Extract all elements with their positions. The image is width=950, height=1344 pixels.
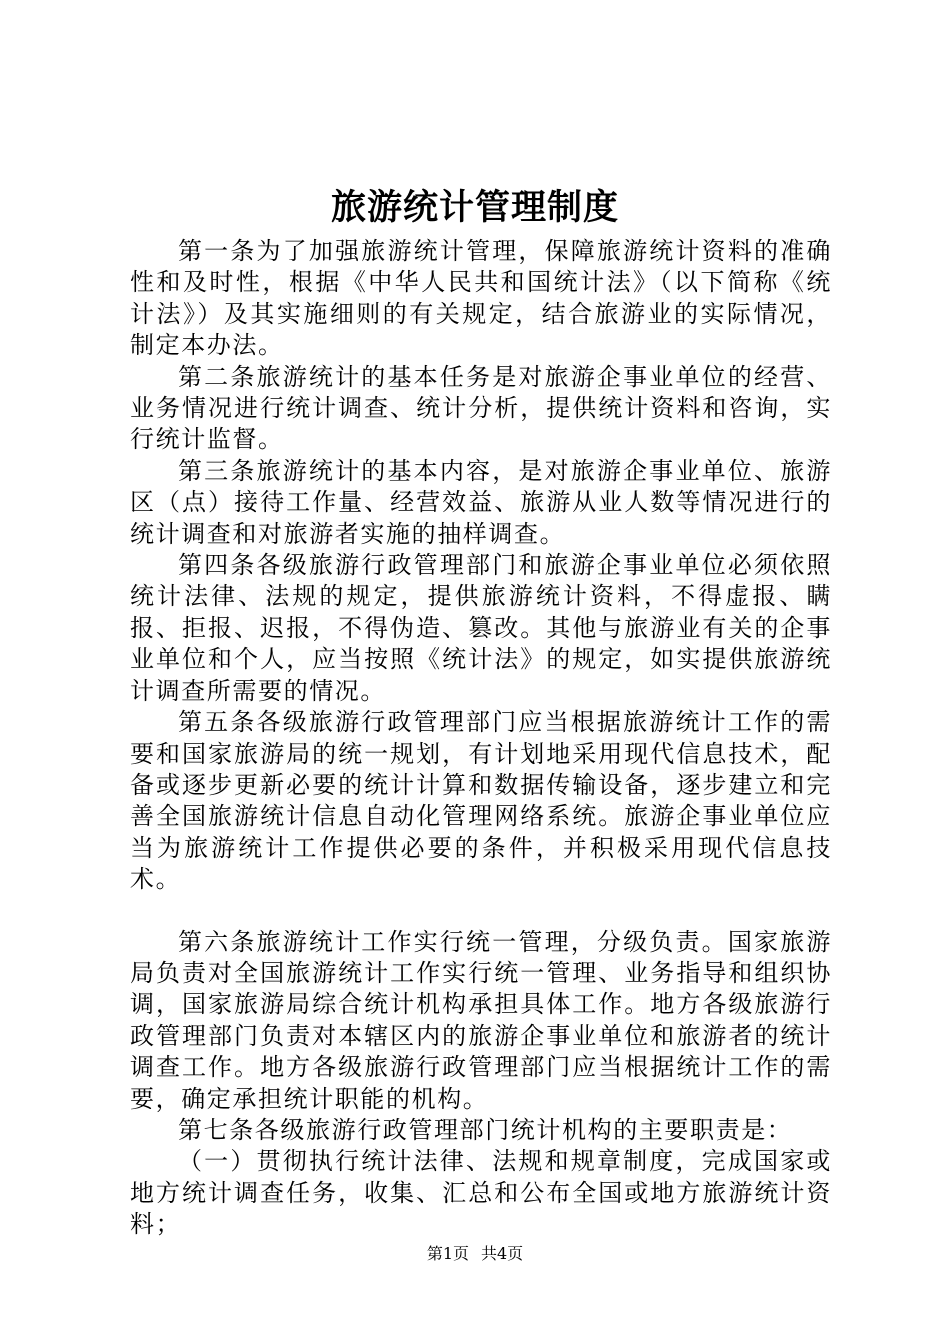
page-footer (0, 1242, 950, 1266)
document-body (130, 236, 832, 1241)
document-title: 旅游统计管理制度 (330, 188, 619, 228)
paragraph-article-5: 第五条各级旅游行政管理部门应当根据旅游统计工作的需要和国家旅游局的统一规划，有计划地采用现代信息技术，配备或逐步更新必要的统计计算和数据传输设备，逐步建立和完善全国旅游统计信息自动化管理网络系统。旅游企事业单位应当为旅游统计工作提供必要的条件，并积极采用现代信息技术。 (130, 708, 832, 894)
paragraph-article-4: 第四条各级旅游行政管理部门和旅游企事业单位必须依照统计法律、法规的规定，提供旅游统计资料，不得虚报、瞒报、拒报、迟报，不得伪造、篡改。其他与旅游业有关的企事业单位和个人，应当按照《统计法》的规定，如实提供旅游统计调查所需要的情况。 (130, 551, 832, 705)
paragraph-article-3: 第三条旅游统计的基本内容，是对旅游企事业单位、旅游区（点）接待工作量、经营效益、旅游从业人数等情况进行的统计调查和对旅游者实施的抽样调查。 (130, 456, 832, 548)
paragraph-article-1: 第一条为了加强旅游统计管理，保障旅游统计资料的准确性和及时性，根据《中华人民共和国统计法》（以下简称《统计法》）及其实施细则的有关规定，结合旅游业的实际情况，制定本办法。 (130, 237, 832, 360)
page-total: 共4页 (481, 1244, 524, 1263)
page-number: 第1页 (426, 1244, 469, 1263)
paragraph-article-7-item-1: （一）贯彻执行统计法律、法规和规章制度，完成国家或地方统计调查任务，收集、汇总和公布全国或地方旅游统计资料； (130, 1147, 832, 1239)
paragraph-article-7: 第七条各级旅游行政管理部门统计机构的主要职责是： (178, 1115, 793, 1144)
paragraph-article-2: 第二条旅游统计的基本任务是对旅游企事业单位的经营、业务情况进行统计调查、统计分析，提供统计资料和咨询，实行统计监督。 (130, 362, 832, 454)
paragraph-article-6: 第六条旅游统计工作实行统一管理，分级负责。国家旅游局负责对全国旅游统计工作实行统一管理、业务指导和组织协调，国家旅游局综合统计机构承担具体工作。地方各级旅游行政管理部门负责对本辖区内的旅游企事业单位和旅游者的统计调查工作。地方各级旅游行政管理部门应当根据统计工作的需要，确定承担统计职能的机构。 (130, 927, 832, 1113)
